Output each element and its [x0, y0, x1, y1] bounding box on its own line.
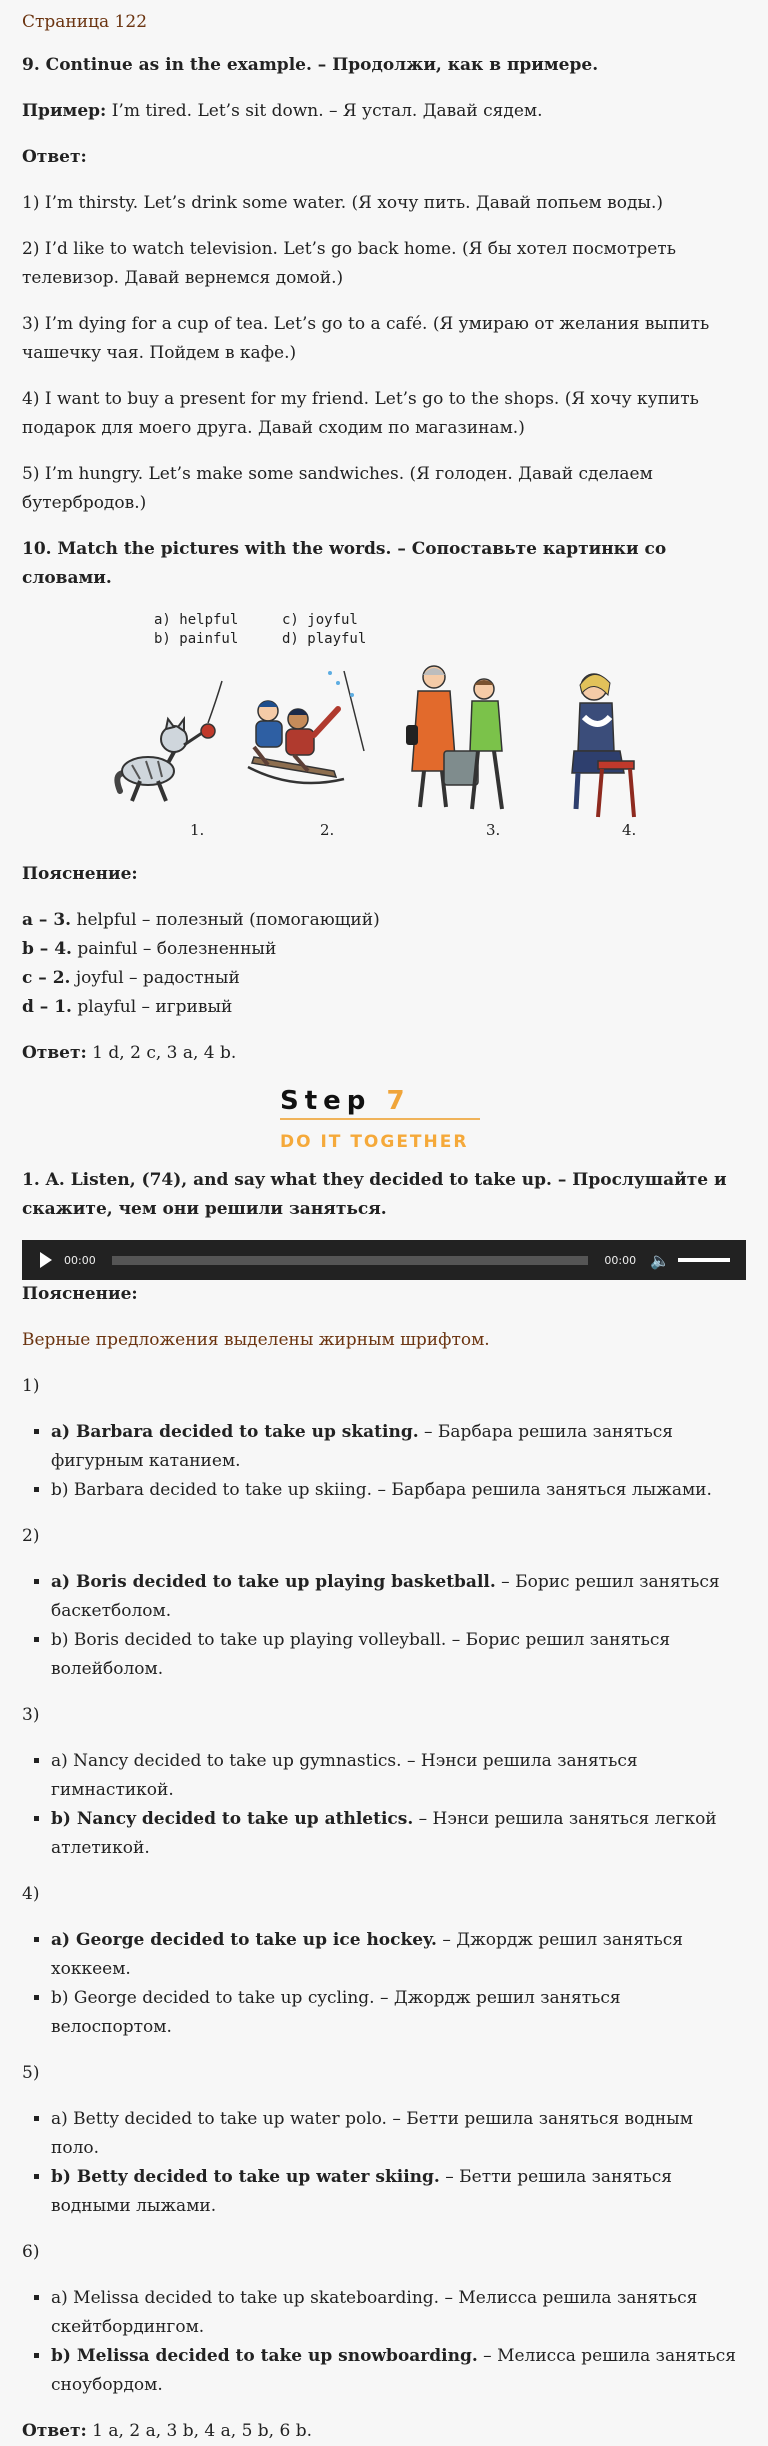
word-d: d) playful — [282, 631, 367, 647]
painful-girl-picture — [564, 661, 644, 821]
cat-playing-picture — [110, 661, 230, 811]
list-item: ▪ a) Melissa decided to take up skateboarding. – Мелисса решила заняться скейтбордингом. — [51, 2284, 746, 2342]
task9-answer-5: 5) I’m hungry. Let’s make some sandwiches. (Я голоден. Давай сделаем бутербродов.) — [22, 464, 653, 513]
figure-number-4: 4. — [622, 821, 637, 839]
task1-explain-label: Пояснение: — [22, 1284, 138, 1304]
audio-progress-rail[interactable] — [112, 1256, 589, 1265]
task1-answer: Ответ: 1 a, 2 a, 3 b, 4 a, 5 b, 6 b. — [22, 2421, 312, 2441]
group-list — [22, 2105, 746, 2221]
list-item: ▪ a) Nancy decided to take up gymnastics. – Нэнси решила заняться гимнастикой. — [51, 1747, 746, 1805]
task9-answer-label: Ответ: — [22, 147, 87, 167]
task9-answer-1: 1) I’m thirsty. Let’s drink some water. (Я хочу пить. Давай попьем воды.) — [22, 193, 663, 213]
sledging-children-picture — [234, 661, 374, 811]
group-list — [22, 2284, 746, 2400]
list-item: ▪ a) George decided to take up ice hockey. – Джордж решил заняться хоккеем. — [51, 1926, 746, 1984]
list-item: ▪ b) Boris decided to take up playing volleyball. – Борис решил заняться волейболом. — [51, 1626, 746, 1684]
matches-list — [22, 906, 746, 1022]
list-item: ▪ b) Barbara decided to take up skiing. – Барбара решила заняться лыжами. — [51, 1476, 746, 1505]
task9-answer-2: 2) I’d like to watch television. Let’s go back home. (Я бы хотел посмотреть телевизор. Давай вернемся домой.) — [22, 239, 676, 288]
match-item: b – 4. painful – болезненный — [22, 939, 277, 959]
task10-explain-label: Пояснение: — [22, 864, 138, 884]
volume-icon[interactable]: 🔈 — [650, 1250, 670, 1270]
group-number: 5) — [22, 2063, 40, 2083]
list-item: ▪ a) Betty decided to take up water polo. – Бетти решила заняться водным поло. — [51, 2105, 746, 2163]
list-item: ▪ b) George decided to take up cycling. – Джордж решил заняться велоспортом. — [51, 1984, 746, 2042]
figure-number-2: 2. — [320, 821, 335, 839]
task1-note: Верные предложения выделены жирным шрифтом. — [22, 1330, 490, 1350]
play-icon[interactable] — [40, 1252, 52, 1268]
group-list — [22, 1568, 746, 1684]
word-a: a) helpful — [154, 612, 239, 628]
example-text: I’m tired. Let’s sit down. – Я устал. Давай сядем. — [106, 101, 543, 121]
list-item: ▪ a) Barbara decided to take up skating. – Барбара решила заняться фигурным катанием. — [51, 1418, 746, 1476]
list-item: ▪ b) Melissa decided to take up snowboarding. – Мелисса решила заняться сноубордом. — [51, 2342, 746, 2400]
pictures-illustration — [114, 611, 654, 846]
group-number: 3) — [22, 1705, 40, 1725]
group-number: 4) — [22, 1884, 40, 1904]
task9-example — [22, 97, 746, 126]
volume-slider[interactable] — [678, 1258, 730, 1262]
step-subtitle: DO IT TOGETHER — [280, 1132, 469, 1152]
helping-with-bags-picture — [404, 661, 524, 821]
step-divider — [280, 1118, 480, 1120]
audio-player — [22, 1240, 746, 1280]
word-c: c) joyful — [282, 612, 358, 628]
example-label: Пример: — [22, 101, 107, 121]
group-list — [22, 1418, 746, 1505]
step-header — [280, 1086, 480, 1152]
task1-title: 1. A. Listen, (74), and say what they decided to take up. – Прослушайте и скажите, чем они решили заняться. — [22, 1170, 727, 1219]
list-item: ▪ b) Betty decided to take up water skiing. – Бетти решила заняться водными лыжами. — [51, 2163, 746, 2221]
list-item: ▪ b) Nancy decided to take up athletics. – Нэнси решила заняться легкой атлетикой. — [51, 1805, 746, 1863]
task9-answer-4: 4) I want to buy a present for my friend. Let’s go to the shops. (Я хочу купить подарок для моего друга. Давай сходим по магазинам.) — [22, 389, 699, 438]
task9-title: 9. Continue as in the example. – Продолжи, как в примере. — [22, 55, 599, 75]
figure-number-1: 1. — [190, 821, 205, 839]
task10-answer: Ответ: 1 d, 2 c, 3 a, 4 b. — [22, 1043, 237, 1063]
step-title: Step 7 — [280, 1086, 411, 1116]
match-item: d – 1. playful – игривый — [22, 997, 233, 1017]
current-time: 00:00 — [64, 1253, 96, 1267]
list-item: ▪ a) Boris decided to take up playing basketball. – Борис решил заняться баскетболом. — [51, 1568, 746, 1626]
match-item: c – 2. joyful – радостный — [22, 968, 240, 988]
group-number: 1) — [22, 1376, 40, 1396]
group-number: 2) — [22, 1526, 40, 1546]
group-list — [22, 1926, 746, 2042]
group-list — [22, 1747, 746, 1863]
total-time: 00:00 — [604, 1253, 637, 1267]
group-number: 6) — [22, 2242, 40, 2262]
word-b: b) painful — [154, 631, 239, 647]
word-list — [154, 611, 366, 649]
task10-title: 10. Match the pictures with the words. – Сопоставьте картинки со словами. — [22, 539, 667, 588]
match-item: a – 3. helpful – полезный (помогающий) — [22, 910, 380, 930]
figure-number-3: 3. — [486, 821, 501, 839]
task9-answer-3: 3) I’m dying for a cup of tea. Let’s go to a café. (Я умираю от желания выпить чашечку чая. Пойдем в кафе.) — [22, 314, 710, 363]
page-label: Страница 122 — [22, 12, 148, 32]
